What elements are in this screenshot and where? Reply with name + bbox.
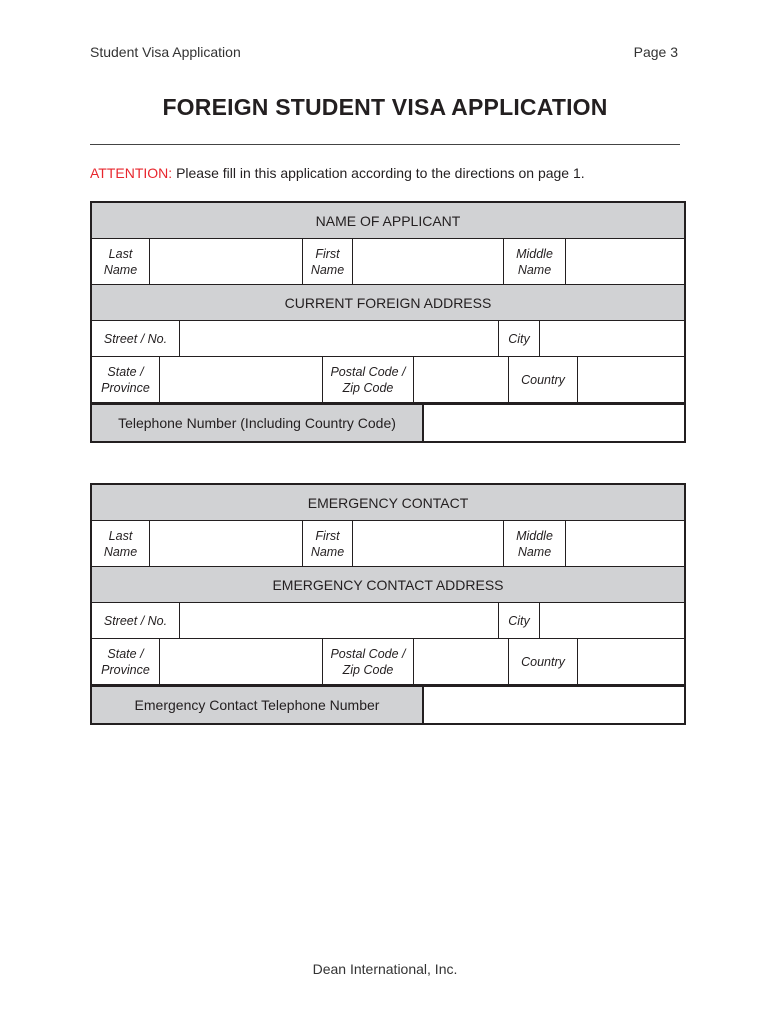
emergency-state-field[interactable] (160, 639, 323, 684)
applicant-first-name-field[interactable] (353, 239, 504, 284)
emergency-middle-name-field[interactable] (566, 521, 684, 566)
emergency-last-name-field[interactable] (150, 521, 303, 566)
first-name-label: First Name (303, 521, 353, 566)
section-emergency-contact: EMERGENCY CONTACT (92, 485, 684, 521)
first-name-label: First Name (303, 239, 353, 284)
section-emergency-contact-address: EMERGENCY CONTACT ADDRESS (92, 567, 684, 603)
applicant-city-field[interactable] (540, 321, 684, 356)
street-label: Street / No. (92, 603, 180, 638)
emergency-first-name-field[interactable] (353, 521, 504, 566)
applicant-telephone-row (92, 403, 684, 441)
emergency-telephone-field[interactable] (424, 687, 684, 723)
applicant-last-name-field[interactable] (150, 239, 303, 284)
emergency-street-row (92, 603, 684, 639)
last-name-label: Last Name (92, 239, 150, 284)
applicant-region-row (92, 357, 684, 403)
applicant-street-field[interactable] (180, 321, 499, 356)
emergency-street-field[interactable] (180, 603, 499, 638)
last-name-label: Last Name (92, 521, 150, 566)
emergency-region-row (92, 639, 684, 685)
applicant-state-field[interactable] (160, 357, 323, 402)
applicant-postal-field[interactable] (414, 357, 509, 402)
emergency-postal-field[interactable] (414, 639, 509, 684)
middle-name-label: Middle Name (504, 239, 566, 284)
applicant-middle-name-field[interactable] (566, 239, 684, 284)
emergency-country-field[interactable] (578, 639, 684, 684)
telephone-label: Telephone Number (Including Country Code) (92, 405, 424, 441)
middle-name-label: Middle Name (504, 521, 566, 566)
applicant-street-row (92, 321, 684, 357)
applicant-form (90, 201, 686, 443)
section-current-foreign-address: CURRENT FOREIGN ADDRESS (92, 285, 684, 321)
applicant-telephone-field[interactable] (424, 405, 684, 441)
emergency-telephone-label: Emergency Contact Telephone Number (92, 687, 424, 723)
postal-code-label: Postal Code / Zip Code (323, 639, 414, 684)
street-label: Street / No. (92, 321, 180, 356)
emergency-city-field[interactable] (540, 603, 684, 638)
attention-label: ATTENTION: (90, 165, 173, 181)
city-label: City (499, 321, 540, 356)
running-header-title: Student Visa Application (90, 44, 241, 60)
title-divider (90, 144, 680, 145)
postal-code-label: Postal Code / Zip Code (323, 357, 414, 402)
document-title: FOREIGN STUDENT VISA APPLICATION (162, 94, 608, 120)
emergency-telephone-row (92, 685, 684, 723)
section-name-of-applicant: NAME OF APPLICANT (92, 203, 684, 239)
emergency-form (90, 483, 686, 725)
attention-text: Please fill in this application according to the directions on page 1. (172, 165, 585, 181)
page-number: Page 3 (633, 44, 678, 60)
country-label: Country (509, 639, 578, 684)
emergency-name-row (92, 521, 684, 567)
applicant-country-field[interactable] (578, 357, 684, 402)
city-label: City (499, 603, 540, 638)
applicant-name-row (92, 239, 684, 285)
footer-company: Dean International, Inc. (312, 961, 458, 977)
attention-note (90, 165, 585, 181)
country-label: Country (509, 357, 578, 402)
state-label: State / Province (92, 357, 160, 402)
state-label: State / Province (92, 639, 160, 684)
